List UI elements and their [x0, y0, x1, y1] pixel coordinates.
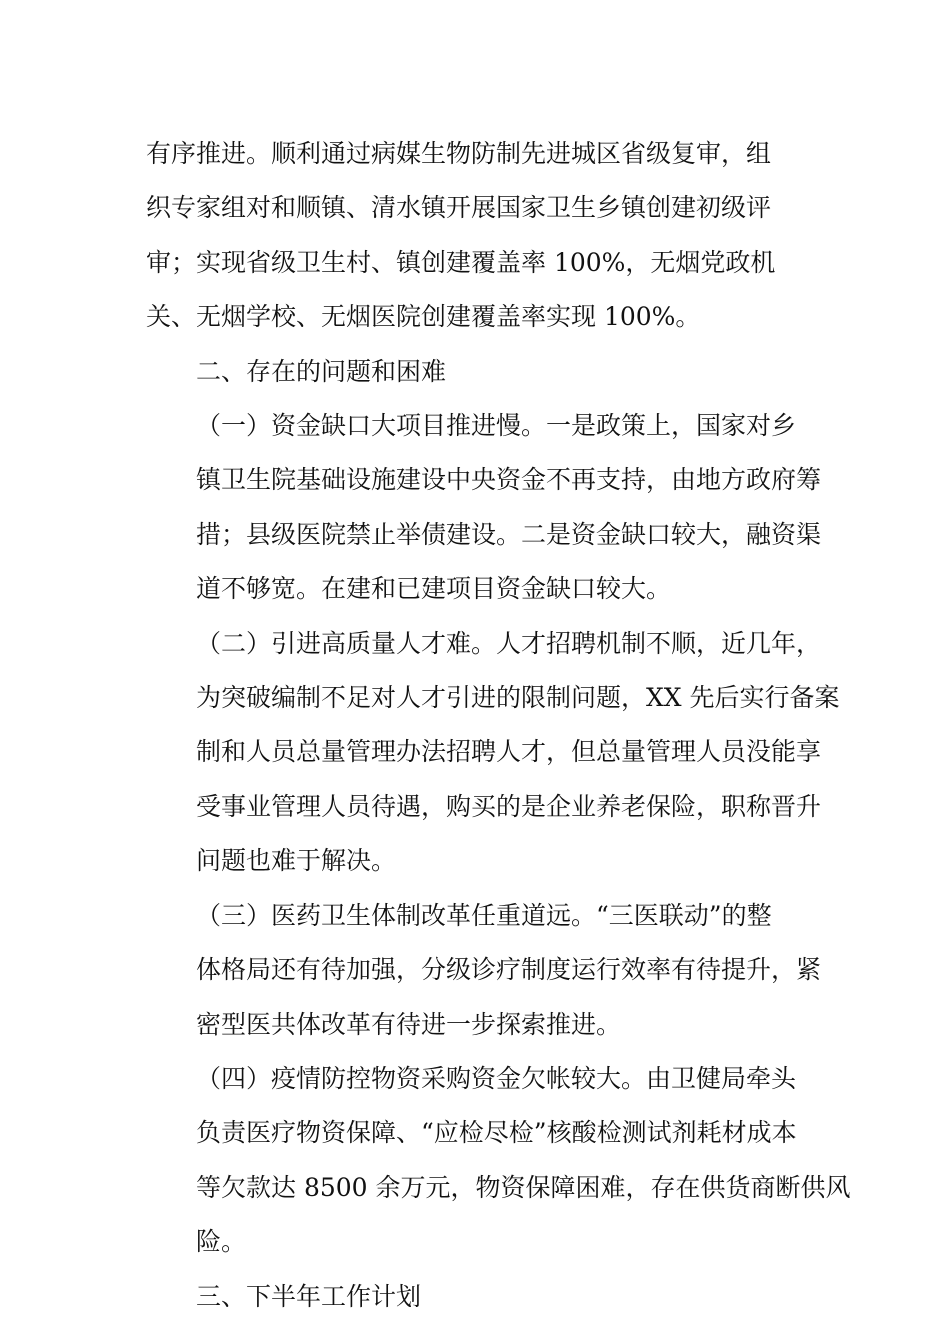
text-line: （一）资金缺口大项目推进慢。一是政策上，国家对乡 [196, 411, 797, 441]
text-line: 等欠款达 8500 余万元，物资保障困难，存在供货商断供风 [196, 1172, 851, 1202]
text-line: 问题也难于解决。 [196, 846, 397, 876]
text-line: 有序推进。顺利通过病媒生物防制先进城区省级复审，组 [146, 139, 772, 168]
text-line: （四）疫情防控物资采购资金欠帐较大。由卫健局牵头 [196, 1063, 797, 1093]
text-line: 密型医共体改革有待进一步探索推进。 [196, 1009, 622, 1039]
text-line: 措；县级医院禁止举债建设。二是资金缺口较大，融资渠 [196, 519, 822, 549]
text-line: 负责医疗物资保障、“应检尽检”核酸检测试剂耗材成本 [196, 1118, 797, 1148]
text-line: （二）引进高质量人才难。人才招聘机制不顺，近几年， [196, 628, 822, 658]
paragraph [146, 1270, 818, 1324]
paragraph [146, 399, 822, 617]
text-line: （三）医药卫生体制改革任重道远。“三医联动”的整 [196, 900, 772, 930]
paragraph [146, 345, 818, 399]
text-line: 二、存在的问题和困难 [196, 356, 447, 386]
text-line: 受事业管理人员待遇，购买的是企业养老保险，职称晋升 [196, 791, 822, 821]
document-body [146, 127, 851, 1324]
text-line: 镇卫生院基础设施建设中央资金不再支持，由地方政府筹 [196, 465, 822, 495]
text-line: 制和人员总量管理办法招聘人才，但总量管理人员没能享 [196, 737, 822, 767]
text-line: 关、无烟学校、无烟医院创建覆盖率实现 100%。 [146, 302, 701, 332]
paragraph [146, 617, 840, 889]
text-line: 织专家组对和顺镇、清水镇开展国家卫生乡镇创建初级评 [146, 193, 772, 223]
text-line: 三、下半年工作计划 [196, 1281, 422, 1311]
text-line: 道不够宽。在建和已建项目资金缺口较大。 [196, 574, 672, 604]
text-line: 为突破编制不足对人才引进的限制问题，XX 先后实行备案 [196, 683, 840, 713]
text-line: 体格局还有待加强，分级诊疗制度运行效率有待提升，紧 [196, 955, 822, 985]
text-line: 审；实现省级卫生村、镇创建覆盖率 100%，无烟党政机 [146, 247, 776, 277]
text-line: 险。 [196, 1227, 247, 1257]
paragraph [146, 127, 818, 345]
paragraph [146, 889, 822, 1052]
paragraph [146, 1052, 851, 1270]
